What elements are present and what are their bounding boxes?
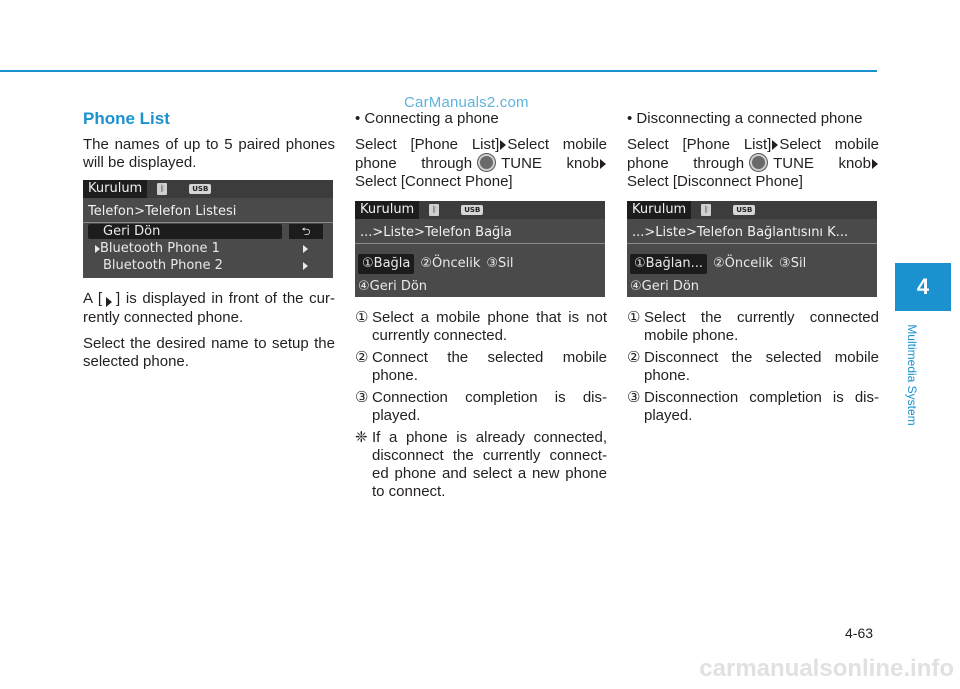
option-back: ④Geri Dön	[358, 279, 428, 294]
play-arrow-icon	[102, 293, 116, 309]
arrow-icon	[500, 140, 506, 150]
chevron-right-icon	[303, 245, 308, 253]
back-arrow-icon: ⮌	[289, 224, 323, 239]
option-priority: ②Öncelik	[713, 256, 774, 271]
watermark-top: CarManuals2.com	[404, 94, 529, 111]
column-connecting-phone	[355, 110, 607, 505]
screen-row-back: Geri Dön ⮌	[83, 223, 333, 240]
list-item: ③ Disconnection completion is dis-played.	[627, 389, 879, 424]
list-item: ② Connect the selected mobile phone.	[355, 349, 607, 384]
option-back: ④Geri Dön	[630, 279, 700, 294]
screen-path: ...>Liste>Telefon Bağlantısını K...	[627, 223, 877, 244]
instruction: Select [Phone List] Select mobile phone through TUNE knob Select [Disconnect Phone]	[627, 136, 879, 190]
screen-options	[355, 252, 605, 276]
bluetooth-icon: ᛒ	[701, 204, 711, 216]
list-item-note: ❈ If a phone is already connected, disconnect the currently connect-ed phone and select a new phone to connect.	[355, 429, 607, 500]
option-connect: ①Bağla	[358, 254, 414, 274]
usb-badge: USB	[733, 205, 755, 215]
screen-title: Kurulum	[83, 180, 147, 198]
column-disconnecting-phone	[627, 110, 879, 429]
screen-disconnect-phone	[627, 201, 877, 297]
list-item: ② Disconnect the selected mobile phone.	[627, 349, 879, 384]
bluetooth-icon: ᛒ	[429, 204, 439, 216]
column-phone-list	[83, 110, 335, 379]
chapter-label: Multimedia System	[905, 324, 919, 426]
paragraph: The names of up to 5 paired phones will be displayed.	[83, 136, 335, 171]
screen-header	[355, 201, 605, 219]
screen-path: ...>Liste>Telefon Bağla	[355, 223, 605, 244]
usb-badge: USB	[189, 184, 211, 194]
subheading: • Disconnecting a connected phone	[627, 110, 863, 127]
paragraph: A [ ] is displayed in front of the cur-rently connected phone.	[83, 290, 336, 326]
screen-title: Kurulum	[627, 201, 691, 219]
usb-badge: USB	[461, 205, 483, 215]
screen-row-phone1: Bluetooth Phone 1	[83, 240, 333, 257]
tune-knob-icon	[478, 154, 495, 171]
screen-header	[627, 201, 877, 219]
top-rule	[0, 70, 877, 72]
list-item: ③ Connection completion is dis-played.	[355, 389, 607, 424]
screen-phone-list	[83, 180, 333, 278]
chapter-tab: 4	[895, 263, 951, 311]
arrow-icon	[600, 159, 606, 169]
screen-row-phone2: Bluetooth Phone 2	[83, 257, 333, 274]
list-item: ① Select a mobile phone that is not currently connected.	[355, 309, 607, 344]
screen-connect-phone	[355, 201, 605, 297]
screen-header	[83, 180, 333, 198]
screen-path: Telefon>Telefon Listesi	[83, 202, 333, 223]
subheading: • Connecting a phone	[355, 110, 499, 127]
instruction: Select [Phone List] Select mobile phone through TUNE knob Select [Connect Phone]	[355, 136, 607, 190]
watermark-bottom: carmanualsonline.info	[699, 655, 954, 682]
option-delete: ③Sil	[486, 256, 514, 271]
section-heading: Phone List	[83, 109, 170, 128]
page-number: 4-63	[845, 625, 874, 641]
arrow-icon	[872, 159, 878, 169]
tune-knob-icon	[750, 154, 767, 171]
option-priority: ②Öncelik	[420, 256, 481, 271]
option-delete: ③Sil	[779, 256, 807, 271]
paragraph: Select the desired name to setup the selected phone.	[83, 335, 335, 370]
screen-options	[627, 252, 877, 276]
chevron-right-icon	[303, 262, 308, 270]
screen-title: Kurulum	[355, 201, 419, 219]
option-disconnect: ①Bağlan...	[630, 254, 707, 274]
arrow-icon	[772, 140, 778, 150]
list-item: ① Select the currently connected mobile phone.	[627, 309, 879, 344]
bluetooth-icon: ᛒ	[157, 183, 167, 195]
